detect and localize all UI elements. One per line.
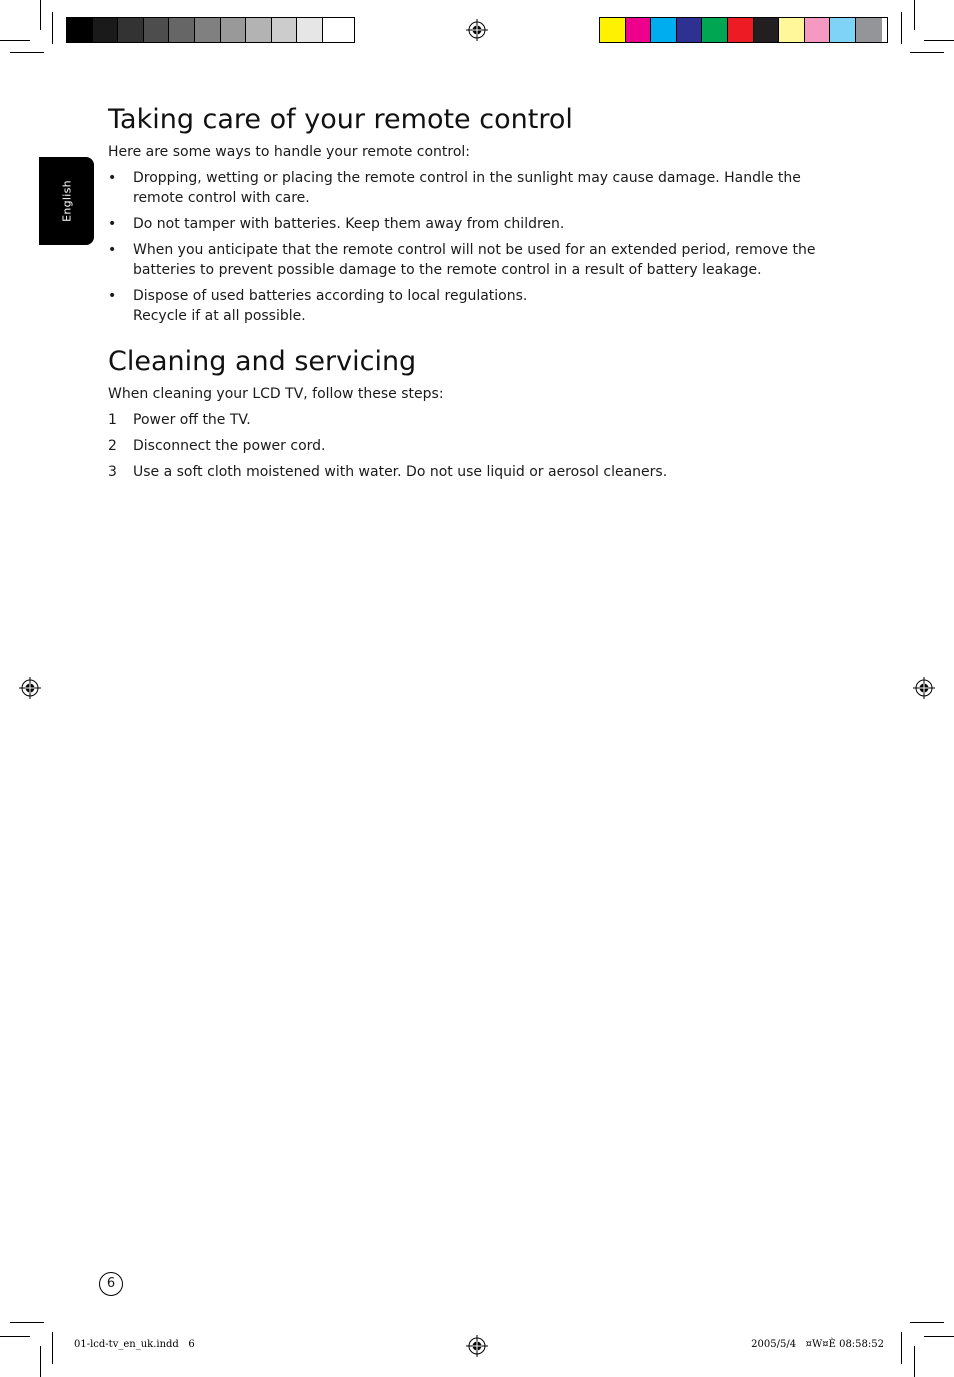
remote-care-section	[108, 100, 828, 326]
registration-mark-icon	[466, 1335, 488, 1357]
registration-mark-icon	[19, 677, 41, 699]
bullet-text: batteries to prevent possible damage to the remote control in a result of battery leakage.	[133, 262, 762, 278]
color-swatch	[323, 18, 349, 42]
bullet-marker: •	[108, 242, 117, 258]
slug-file-name: 01-lcd-tv_en_uk.indd 6	[74, 1339, 195, 1350]
language-tab-label: English	[60, 180, 73, 222]
bullet-text: Recycle if at all possible.	[133, 308, 306, 324]
color-swatch	[118, 18, 144, 42]
step-text: Use a soft cloth moistened with water. Do not use liquid or aerosol cleaners.	[133, 464, 668, 480]
crop-mark	[901, 12, 902, 44]
section-heading: Taking care of your remote control	[108, 104, 573, 135]
step-number: 2	[108, 438, 117, 454]
registration-mark-icon	[466, 19, 488, 41]
bullet-text: remote control with care.	[133, 190, 310, 206]
list-item	[108, 410, 828, 430]
step-number: 3	[108, 464, 117, 480]
language-tab	[39, 157, 94, 245]
slug-timestamp: 2005/5/4 ¤W¤È 08:58:52	[751, 1339, 884, 1350]
crop-mark	[0, 40, 30, 41]
color-swatch	[856, 18, 882, 42]
list-item	[108, 436, 828, 456]
grayscale-color-bar	[66, 17, 355, 43]
crop-mark	[914, 0, 915, 30]
bullet-text: When you anticipate that the remote control will not be used for an extended period, remove the	[133, 242, 816, 258]
list-item	[108, 240, 828, 280]
color-swatch	[67, 18, 93, 42]
color-swatch	[195, 18, 221, 42]
page-number: 6	[99, 1272, 123, 1296]
cleaning-section	[108, 342, 828, 482]
list-item	[108, 286, 828, 326]
color-swatch	[702, 18, 728, 42]
crop-mark	[10, 1322, 44, 1323]
color-swatch	[169, 18, 195, 42]
color-swatch	[677, 18, 703, 42]
color-swatch	[626, 18, 652, 42]
section-intro: Here are some ways to handle your remote control:	[108, 144, 471, 160]
color-swatch	[830, 18, 856, 42]
bullet-marker: •	[108, 216, 117, 232]
color-swatch	[221, 18, 247, 42]
color-swatch	[728, 18, 754, 42]
list-item	[108, 462, 828, 482]
color-swatch	[779, 18, 805, 42]
list-item	[108, 168, 828, 208]
color-swatch	[805, 18, 831, 42]
color-swatch	[246, 18, 272, 42]
crop-mark	[910, 1322, 944, 1323]
step-text: Power off the TV.	[133, 412, 251, 428]
registration-mark-icon	[913, 677, 935, 699]
bullet-text: Dropping, wetting or placing the remote control in the sunlight may cause damage. Handle the	[133, 170, 801, 186]
page-content	[108, 100, 828, 488]
crop-mark	[924, 1336, 954, 1337]
crop-mark	[40, 1346, 41, 1377]
crop-mark	[40, 0, 41, 30]
crop-mark	[924, 40, 954, 41]
cleaning-steps-list	[108, 410, 828, 482]
section-intro: When cleaning your LCD TV, follow these steps:	[108, 386, 444, 402]
color-swatch	[272, 18, 298, 42]
color-swatch	[754, 18, 780, 42]
bullet-text: Do not tamper with batteries. Keep them away from children.	[133, 216, 565, 232]
crop-mark	[52, 1332, 53, 1364]
bullet-marker: •	[108, 170, 117, 186]
crop-mark	[914, 1346, 915, 1377]
crop-mark	[0, 1336, 30, 1337]
list-item	[108, 214, 828, 234]
process-color-bar	[599, 17, 888, 43]
section-heading: Cleaning and servicing	[108, 346, 417, 377]
step-text: Disconnect the power cord.	[133, 438, 326, 454]
step-number: 1	[108, 412, 117, 428]
crop-mark	[901, 1332, 902, 1364]
color-swatch	[651, 18, 677, 42]
crop-mark	[910, 52, 944, 53]
crop-mark	[52, 12, 53, 44]
bullet-marker: •	[108, 288, 117, 304]
color-swatch	[600, 18, 626, 42]
color-swatch	[144, 18, 170, 42]
crop-mark	[10, 52, 44, 53]
care-bullet-list	[108, 168, 828, 326]
color-swatch	[297, 18, 323, 42]
bullet-text: Dispose of used batteries according to local regulations.	[133, 288, 528, 304]
color-swatch	[93, 18, 119, 42]
